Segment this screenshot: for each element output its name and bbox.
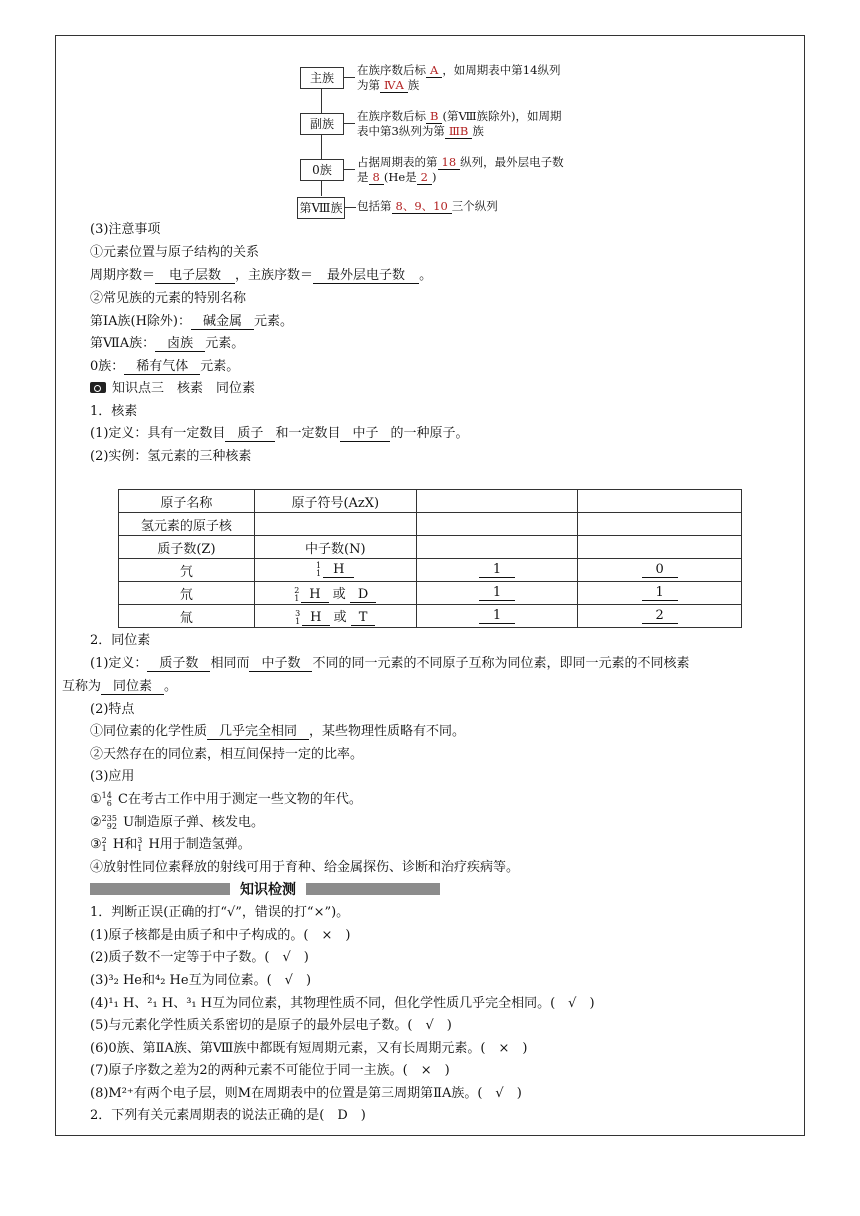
check-item: (2)质子数不一定等于中子数。( √ ): [90, 950, 309, 965]
isotope-feature-1: ①同位素的化学性质 几乎完全相同 ，某些物理性质略有不同。: [90, 724, 466, 739]
isotope-app-4: ④放射性同位素释放的射线可用于育种、给金属探伤、诊断和治疗疾病等。: [90, 860, 520, 875]
diagram-text-group-viii: 包括第 8、9、10 三个纵列: [357, 199, 498, 213]
check-item: (8)M²⁺有两个电子层，则M在周期表中的位置是第三周期第ⅡA族。( √ ): [90, 1086, 522, 1101]
notes-item-1: ①元素位置与原子结构的关系: [90, 245, 260, 260]
table-row: 氘 2 1 H 或 D 1 1: [119, 582, 742, 605]
check-item: (1)原子核都是由质子和中子构成的。( × ): [90, 928, 351, 943]
isotope-features: (2)特点: [90, 702, 135, 717]
section-marker-icon: [90, 382, 106, 393]
nuclide-heading: 1．核素: [90, 404, 138, 419]
check-item: (5)与元素化学性质关系密切的是原子的最外层电子数。( √ ): [90, 1018, 452, 1033]
isotope-heading: 2．同位素: [90, 633, 151, 648]
table-row: 原子名称 原子符号(AzX): [119, 490, 742, 513]
knowledge-check-banner: [90, 881, 440, 897]
diagram-box-main-group: 主族: [300, 67, 344, 89]
notes-group-1: 第ⅠA族(H除外)： 碱金属 元素。: [90, 314, 294, 329]
notes-relation: 周期序数＝ 电子层数 ，主族序数＝ 最外层电子数 。: [90, 268, 433, 283]
check-item: (6)0族、第ⅡA族、第Ⅷ族中都既有短周期元素，又有长周期元素。( × ): [90, 1041, 528, 1056]
diagram-box-group-viii: 第Ⅷ族: [297, 197, 345, 219]
hydrogen-nuclide-table: [118, 489, 742, 628]
table-row: 氕 1 1 H 1 0: [119, 559, 742, 582]
notes-heading: (3)注意事项: [90, 222, 161, 237]
check-item: (4)¹₁ H、²₁ H、³₁ H互为同位素，其物理性质不同，但化学性质几乎完全相同。( √ ): [90, 996, 595, 1011]
isotope-app-2: ②235 92 U制造原子弹、核发电。: [90, 813, 265, 831]
diagram-box-zero-group: 0族: [300, 159, 344, 181]
isotope-definition: (1)定义： 质子数 相同而 中子数 不同的同一元素的不同原子互称为同位素，即同一元素的不同核素: [90, 656, 690, 671]
isotope-app-1: ①14 6 C在考古工作中用于测定一些文物的年代。: [90, 790, 362, 808]
isotope-app-3: ③2 1 H和3 1 H用于制造氢弹。: [90, 835, 251, 853]
check-question-2: 2．下列有关元素周期表的说法正确的是( D ): [90, 1108, 366, 1123]
diagram-text-sub-group: 在族序数后标 B (第Ⅷ族除外)，如周期 表中第3纵列为第 ⅢB 族: [357, 109, 562, 138]
table-row: 氢元素的原子核: [119, 513, 742, 536]
table-row: 质子数(Z) 中子数(N): [119, 536, 742, 559]
diagram-text-main-group: 在族序数后标 A ，如周期表中第14纵列 为第 ⅣA 族: [357, 63, 561, 92]
check-question-1: 1．判断正误(正确的打“√”，错误的打“×”)。: [90, 905, 350, 920]
nuclide-definition: (1)定义：具有一定数目 质子 和一定数目 中子 的一种原子。: [90, 426, 469, 441]
nuclide-example: (2)实例：氢元素的三种核素: [90, 449, 252, 464]
diagram-box-sub-group: 副族: [300, 113, 344, 135]
banner-bar-right: [306, 883, 440, 895]
notes-item-2: ②常见族的元素的特别名称: [90, 291, 247, 306]
notes-group-0: 0族： 稀有气体 元素。: [90, 359, 240, 374]
section-3-title: 知识点三 核素 同位素: [90, 380, 255, 398]
isotope-applications: (3)应用: [90, 769, 135, 784]
banner-bar-left: [90, 883, 230, 895]
table-row: 氚 3 1 H 或 T 1 2: [119, 605, 742, 628]
banner-title: 知识检测: [230, 879, 306, 899]
check-item: (3)³₂ He和⁴₂ He互为同位素。( √ ): [90, 973, 312, 988]
diagram-text-zero-group: 占据周期表的第 18 纵列，最外层电子数 是 8 (He是 2 ): [357, 155, 564, 184]
notes-group-7: 第ⅦA族： 卤族 元素。: [90, 336, 245, 351]
isotope-definition-cont: 互称为 同位素 。: [62, 679, 178, 694]
check-item: (7)原子序数之差为2的两种元素不可能位于同一主族。( × ): [90, 1063, 450, 1078]
isotope-feature-2: ②天然存在的同位素，相互间保持一定的比率。: [90, 747, 364, 762]
